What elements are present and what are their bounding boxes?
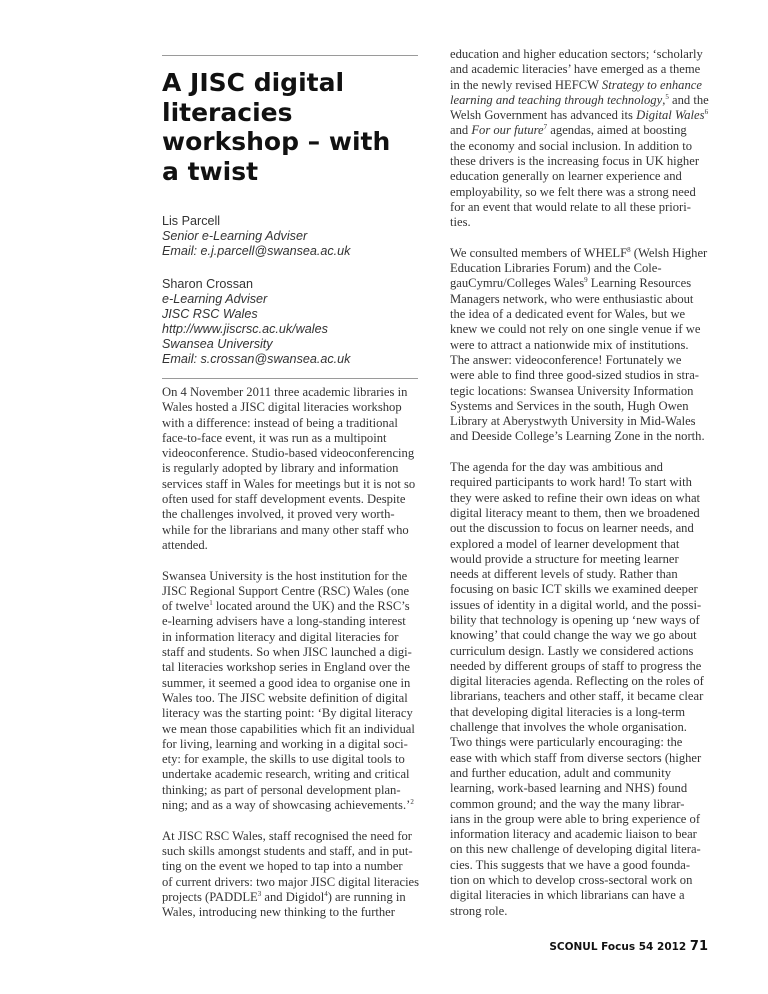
text-line: digital literacies agenda. Reflecting on the roles of: [450, 674, 704, 689]
text-line: of twelve$^1$ located around the UK) and the RSC’s: [162, 599, 410, 614]
text-line: tegic locations: Swansea University Information: [450, 383, 694, 398]
author-role: e-Learning Adviser: [162, 292, 268, 306]
text-line: and further education, adult and community: [450, 765, 672, 780]
text-line: and academic literacies’ have emerged as a theme: [450, 62, 701, 77]
text-line: of current drivers: two major JISC digital literacies: [162, 874, 420, 889]
paragraph: [162, 385, 424, 553]
author-url-link[interactable]: http://www.jiscrsc.ac.uk/wales: [162, 322, 328, 336]
author-email[interactable]: Email: e.j.parcell@swansea.ac.uk: [162, 244, 351, 258]
author-divider: [162, 378, 418, 379]
text-line: learning and teaching through technology,$^5$ and the: [450, 92, 709, 107]
author-email[interactable]: Email: s.crossan@swansea.ac.uk: [162, 352, 351, 366]
text-line: tal literacies workshop series in England over the: [162, 660, 410, 675]
text-line: Wales, introducing new thinking to the further: [162, 905, 395, 920]
footnote-ref: 9: [584, 276, 588, 285]
footnote-ref: 4: [324, 889, 328, 898]
text-line: would provide a structure for meeting learner: [450, 551, 679, 566]
text-line: that developing digital literacies is a long-term: [450, 704, 686, 719]
author-1: [162, 214, 350, 259]
text-line: common ground; and the way the many librar-: [450, 796, 685, 811]
text-line: education generally on learner experience and: [450, 169, 682, 184]
text-line: We consulted members of WHELF$^8$ (Welsh Higher: [450, 245, 708, 260]
text-line: were to attract a nationwide mix of institutions.: [450, 337, 689, 352]
text-line: literacy was the starting point: ‘By digital literacy: [162, 706, 413, 721]
text-line: knowing’ that could change the way we go about: [450, 628, 697, 643]
paragraph-gap: [450, 231, 712, 246]
text-line: is regularly adopted by library and information: [162, 461, 399, 476]
text-line: digital literacy meant to them, then we broadened: [450, 505, 700, 520]
text-line: in information literacy and digital literacies for: [162, 629, 399, 644]
text-line: ety: for example, the skills to use digital tools to: [162, 752, 405, 767]
text-line: Two things were particularly encouraging: the: [450, 735, 683, 750]
paragraph-gap: [450, 445, 712, 460]
footnote-ref: 1: [209, 599, 213, 608]
text-line: the economy and social inclusion. In addition to: [450, 138, 693, 153]
text-line: staff and students. So when JISC launched a digi-: [162, 645, 412, 660]
text-line: gauCymru/Colleges Wales$^9$ Learning Resources: [450, 276, 692, 291]
text-line: ting on the event we hoped to tap into a number: [162, 859, 403, 874]
text-line: curriculum design. Lastly we considered actions: [450, 643, 694, 658]
right-column-body: [450, 47, 712, 919]
author-2: [162, 277, 350, 367]
text-line: undertake academic research, writing and critical: [162, 767, 410, 782]
text-line: ning; and as a way of showcasing achievements.’$^2$: [162, 798, 414, 813]
text-line: services staff in Wales for meetings but it is not so: [162, 476, 416, 491]
text-line: ease with which staff from diverse sectors (higher: [450, 750, 702, 765]
footnote-ref: 5: [665, 92, 669, 101]
text-line: On 4 November 2011 three academic libraries in: [162, 385, 408, 399]
text-line: projects (PADDLE$^3$ and Digidol$^4$) are running in: [162, 889, 406, 904]
text-line: challenge that involves the whole organisation.: [450, 720, 687, 735]
text-line: bility that technology is opening up ‘new ways of: [450, 612, 700, 627]
text-line: videoconference. Studio-based videoconferencing: [162, 446, 415, 461]
paragraph: [450, 47, 712, 231]
text-line: Welsh Government has advanced its Digital Wales$^6$: [450, 108, 709, 123]
text-line: summer, it seemed a good idea to organise one in: [162, 675, 411, 690]
title-line: workshop – with: [162, 127, 391, 156]
text-line: ties.: [450, 215, 471, 230]
page-footer: [549, 939, 708, 954]
text-line: Education Libraries Forum) and the Cole-: [450, 261, 662, 276]
text-line: these drivers is the increasing focus in UK higher: [450, 154, 700, 169]
top-rule: [162, 55, 418, 56]
text-line: and Deeside College’s Learning Zone in the north.: [450, 429, 705, 444]
footnote-ref: 3: [257, 889, 262, 898]
text-line: required participants to work hard! To start with: [450, 475, 692, 490]
text-line: strong role.: [450, 903, 508, 918]
text-line: The answer: videoconference! Fortunately we: [450, 352, 682, 367]
text-line: they were asked to refine their own ideas on what: [450, 490, 701, 505]
text-line: cies. This suggests that we have a good founda-: [450, 857, 691, 872]
text-line: in the newly revised HEFCW Strategy to enhance: [450, 77, 702, 92]
text-line: Managers network, who were enthusiastic about: [450, 291, 694, 306]
text-line: needed by different groups of staff to progress the: [450, 658, 702, 673]
paragraph: [162, 569, 424, 814]
page-number: 71: [689, 939, 708, 954]
text-line: on this new challenge of developing digital litera-: [450, 842, 701, 857]
author-university: Swansea University: [162, 337, 273, 351]
text-line: librarians, teachers and other staff, it became clear: [450, 689, 704, 704]
text-line: learning, work-based learning and NHS) found: [450, 781, 688, 796]
text-line: digital literacies in which librarians can have a: [450, 888, 685, 903]
author-role: Senior e-Learning Adviser: [162, 229, 308, 243]
text-line: explored a model of learner development that: [450, 536, 680, 551]
text-line: Library at Aberystwyth University in Mid-Wales: [450, 414, 696, 429]
italic-title: Digital Wales: [636, 108, 705, 123]
text-line: often used for staff development events. Despite: [162, 492, 406, 507]
text-line: tion on which to develop cross-sectoral work on: [450, 873, 693, 888]
title-line: literacies: [162, 97, 293, 127]
text-line: with a difference: instead of being a traditional: [162, 415, 398, 430]
text-line: the idea of a dedicated event for Wales, but we: [450, 307, 686, 322]
text-line: Swansea University is the host institution for the: [162, 568, 408, 583]
text-line: and For our future$^7$ agendas, aimed at boosting: [450, 123, 687, 138]
text-line: attended.: [162, 537, 208, 552]
text-line: knew we could not rely on one single venue if we: [450, 322, 701, 337]
text-line: for living, learning and working in a digital soci-: [162, 736, 408, 751]
text-line: we mean those capabilities which fit an individual: [162, 721, 415, 736]
author-name: Sharon Crossan: [162, 277, 254, 291]
text-line: such skills amongst students and staff, and in put-: [162, 843, 413, 858]
paragraph-gap: [162, 553, 424, 568]
text-line: JISC Regional Support Centre (RSC) Wales (one: [162, 583, 410, 598]
journal-issue: SCONUL Focus 54 2012: [549, 941, 687, 953]
text-line: the challenges involved, it proved very worth-: [162, 507, 395, 522]
text-line: Systems and Services in the south, Hugh Owen: [450, 398, 689, 413]
paragraph-gap: [162, 813, 424, 828]
italic-title: For our future: [471, 123, 544, 138]
text-line: The agenda for the day was ambitious and: [450, 460, 663, 475]
text-line: focusing on basic ICT skills we examined deeper: [450, 582, 698, 597]
italic-title: learning and teaching through technology: [450, 92, 663, 107]
text-line: At JISC RSC Wales, staff recognised the need for: [162, 828, 413, 843]
title-line: A JISC digital: [162, 68, 345, 97]
text-line: face-to-face event, it was run as a multipoint: [162, 430, 387, 445]
author-name: Lis Parcell: [162, 214, 221, 228]
text-line: issues of identity in a digital world, and the possi-: [450, 597, 702, 612]
text-line: thinking; as part of personal development plan-: [162, 782, 401, 797]
footnote-ref: 7: [543, 123, 548, 132]
text-line: ians in the group were able to bring experience of: [450, 811, 701, 826]
italic-title: Strategy to enhance: [601, 77, 702, 92]
footnote-ref: 8: [627, 245, 631, 254]
footnote-ref: 6: [704, 108, 709, 117]
text-line: out the discussion to focus on learner needs, and: [450, 521, 694, 536]
text-line: information literacy and academic liaison to bear: [450, 827, 697, 842]
text-line: were able to find three good-sized studios in stra-: [450, 368, 700, 383]
text-line: while for the librarians and many other staff who: [162, 522, 409, 537]
article-title: [162, 68, 442, 186]
text-line: needs at different levels of study. Rather than: [450, 567, 678, 582]
text-line: for an event that would relate to all these priori-: [450, 199, 691, 214]
text-line: Wales too. The JISC website definition of digital: [162, 690, 408, 705]
text-line: Wales hosted a JISC digital literacies workshop: [162, 400, 402, 415]
text-line: employability, so we felt there was a strong need: [450, 184, 696, 199]
text-line: education and higher education sectors; ‘scholarly: [450, 47, 703, 61]
text-line: e-learning advisers have a long-standing interest: [162, 614, 406, 629]
author-organisation: JISC RSC Wales: [162, 307, 258, 321]
left-column-body: [162, 385, 424, 920]
paragraph: [162, 829, 424, 921]
paragraph: [450, 246, 712, 445]
footnote-ref: 2: [410, 798, 414, 807]
paragraph: [450, 460, 712, 919]
title-line: a twist: [162, 156, 259, 186]
